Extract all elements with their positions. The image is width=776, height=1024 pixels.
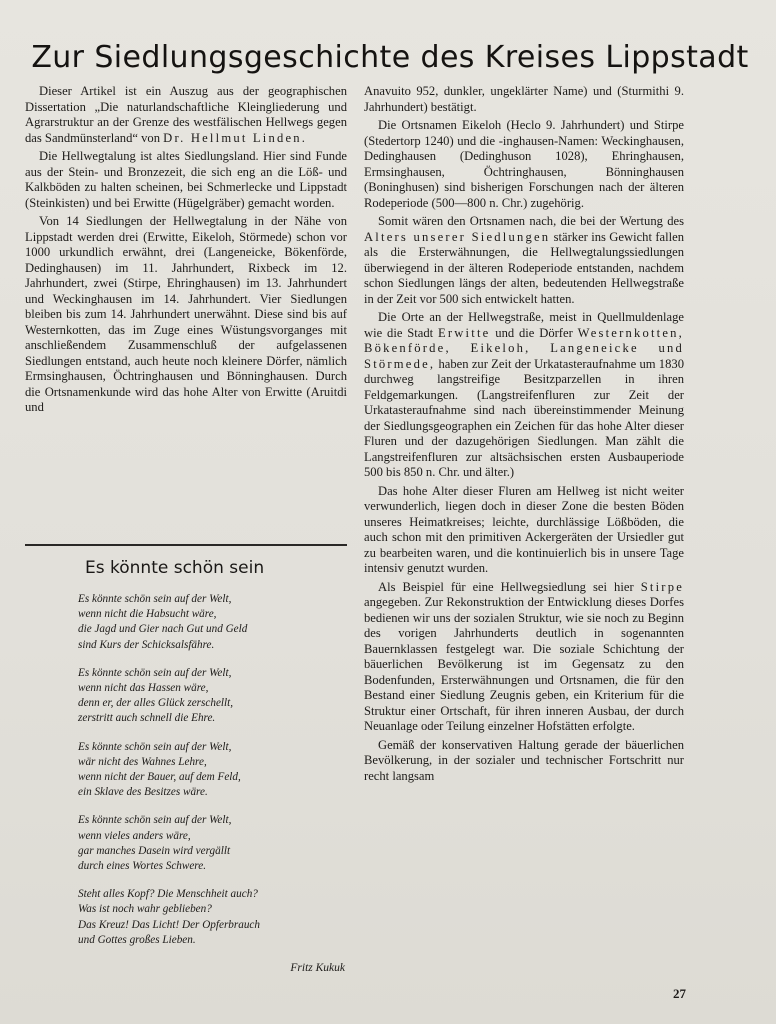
poem-line: gar manches Dasein wird vergällt [78, 844, 231, 857]
poem-line: und Gottes großes Lieben. [78, 933, 196, 946]
poem-title: Es könnte schön sein [85, 558, 265, 578]
poem-line: Das Kreuz! Das Licht! Der Opferbrauch [78, 918, 260, 931]
paragraph: Von 14 Siedlungen der Hellwegtalung in der Nähe von Lippstadt werden drei (Erwitte, Eikeloh, Störmede) schon vor 1000 urkundlich erwähnt, drei (Langeneicke, Bökenförde, Dedinghausen) im 11. Jahrhundert, Rixbeck im 12. Jahrhundert, zwei (Stirpe, Ehringhausen) im 13. Jahrhundert und Weckinghausen im 14. Jahrhundert. Vier Siedlungen bleiben bis zum 14. Jahrhundert unerwähnt. Diese sind bis auf Westernkotten, das im Zuge eines Wüstungsvorganges mit anschließendem Zusammenschluß der aufgelassenen Siedlungen entstand, auch heute noch kleinere Dörfer, nämlich Ermsinghausen, Öchtringhausen und Bönninghausen. Durch die Ortsnamenkunde wird das hohe Alter von Erwitte (Aruitdi und [25, 214, 347, 414]
paragraph: Das hohe Alter dieser Fluren am Hellweg ist nicht weiter verwunderlich, liegen doch in dieser Zone die besten Böden unseres Heimatkreises; leichte, durchlässige Lößböden, die auch schon mit den primitiven Ackergeräten der Ursiedler gut zu bearbeiten waren, und die kontinuierlich bis in unsere Tage intensiv genutzt wurden. [364, 483, 684, 575]
poem-line: wenn nicht der Bauer, auf dem Feld, [78, 771, 241, 784]
paragraph [364, 310, 684, 481]
poem-stanza [78, 740, 343, 801]
paragraph-text: angegeben. Zur Rekonstruktion der Entwicklung dieses Dorfes bedienen wir uns der sozialen Struktur, wie sie noch zu Beginn des vorigen Jahrhunderts deutlich in sogenannten Bauernklassen festgelegt war. Die soziale Schichtung der bäuerlichen Bevölkerung ist im Gegensatz zu den Bodenfunden, Ersterwähnungen und Ortsnamen, die für den Bestand einer Siedlung Zeugnis geben, ein Kriterium für die Struktur einer Ortschaft, für ihren inneren Ausbau, der durch Neuanlage oder Teilung einzelner Hofstätten erfolgte. [364, 595, 684, 733]
poem-line: Steht alles Kopf? Die Menschheit auch? [78, 888, 258, 901]
poem-line: sind Kurs der Schicksalsfähre. [78, 638, 215, 651]
poem-stanza [78, 592, 343, 653]
section-divider [25, 544, 347, 546]
paragraph [364, 580, 684, 735]
paragraph: Die Ortsnamen Eikeloh (Heclo 9. Jahrhundert) und Stirpe (Stedertorp 1240) und die -inghausen-Namen: Weckinghausen, Dedinghausen (Dedinghuson 1028), Ehringhausen, Ermsinghausen, Öchtringhausen, Bönninghausen (Boninghusen) sind bisherigen Forschungen nach der älteren Rodeperiode (500—800 n. Chr.) zugehörig. [364, 118, 684, 210]
poem-stanza [78, 887, 343, 948]
poem-line: denn er, der alles Glück zerschellt, [78, 697, 234, 710]
paragraph-text: Die Orte an der Hellwegstraße, meist in Quellmuldenlage wie die Stadt [364, 310, 684, 340]
poem-line: Es könnte schön sein auf der Welt, [78, 593, 232, 605]
poem-line: wenn nicht das Hassen wäre, [78, 682, 209, 695]
emphasized-place: Erwitte [437, 325, 491, 340]
poem-line: Es könnte schön sein auf der Welt, [78, 666, 232, 679]
emphasized-text: Alters unserer Siedlungen [364, 229, 551, 244]
paragraph: Anavuito 952, dunkler, ungeklärter Name) und (Sturmithi 9. Jahrhundert) bestätigt. [364, 84, 684, 114]
emphasized-places: Westernkotten, Bökenförde, Eikeloh, Langeneicke und Störmede, [364, 325, 684, 371]
page-number: 27 [673, 986, 686, 1001]
poem-line: zerstritt auch schnell die Ehre. [78, 712, 216, 725]
paragraph [364, 214, 684, 307]
article-title: Zur Siedlungsgeschichte des Kreises Lippstadt [31, 40, 749, 75]
poem-line: wenn vieles anders wäre, [78, 829, 191, 842]
poem-stanza [78, 666, 343, 727]
paragraph-text: Als Beispiel für eine Hellwegsiedlung sei hier [378, 579, 641, 594]
poem-line: Was ist noch wahr geblieben? [78, 903, 212, 916]
intro-paragraph [25, 84, 347, 146]
paragraph: Gemäß der konservativen Haltung gerade der bäuerlichen Bevölkerung, in der sozialer und technischer Fortschritt nur recht langsam [364, 737, 684, 783]
paragraph-text: stärker ins Gewicht fallen als die Ersterwähnungen, die Hellwegtalungssiedlungen überwiegend in der älteren Rodeperiode entstanden, nachdem schon Siedlungen längs der alten, bedeutenden Hellwegstraße in der Zeit vor 500 sich entwickelt hatten. [364, 229, 684, 306]
paragraph-text: Somit wären den Ortsnamen nach, die bei der Wertung des [378, 214, 684, 228]
paragraph: Die Hellwegtalung ist altes Siedlungsland. Hier sind Funde aus der Stein- und Bronzezeit, die sich eng an die Löß- und Kalkböden zu halten scheinen, bei Schmerlecke und Lippstadt (Steinkisten) und bei Erwitte (Hügelgräber) gemacht worden. [25, 149, 347, 210]
paragraph-text: und die Dörfer [490, 325, 578, 340]
poem [78, 592, 343, 961]
poem-line: durch eines Wortes Schwere. [78, 860, 207, 873]
poem-line: ein Sklave des Besitzes wäre. [78, 786, 208, 799]
poem-line: wenn nicht die Habsucht wäre, [78, 608, 217, 621]
poem-line: die Jagd und Gier nach Gut und Geld [78, 623, 248, 636]
paragraph-text: haben zur Zeit der Urkatasteraufnahme um 1830 durchweg langstreifige Besitzparzellen in ihren Feldgemarkungen. (Langstreifenfluren zur Zeit der Urkatasteraufnahme sind nach übereinstimmender Meinung der Siedlungsgeographen ein Zeichen für das hohe Alter dieser Fluren und der dazugehörigen Siedlungen. Man zählt die Langstreifenfluren zur altsächsischen ersten Ausbauperiode 500 bis 850 n. Chr. und älter.) [364, 356, 684, 479]
poem-line: Es könnte schön sein auf der Welt, [78, 814, 232, 827]
poem-stanza [78, 813, 343, 874]
poem-author: Fritz Kukuk [290, 962, 345, 974]
emphasized-place: Stirpe [640, 579, 684, 594]
author-reference: Dr. Hellmut Linden. [163, 130, 308, 145]
poem-line: wär nicht des Wahnes Lehre, [78, 755, 207, 768]
poem-line: Es könnte schön sein auf der Welt, [78, 740, 232, 753]
left-column [25, 84, 347, 419]
intro-text: Dieser Artikel ist ein Auszug aus der geographischen Dissertation „Die naturlandschaftliche Kleingliederung und Agrarstruktur an der Grenze des westfälischen Hellwegs gegen das Sandmünsterland“ von [25, 84, 347, 145]
right-column [364, 84, 684, 787]
